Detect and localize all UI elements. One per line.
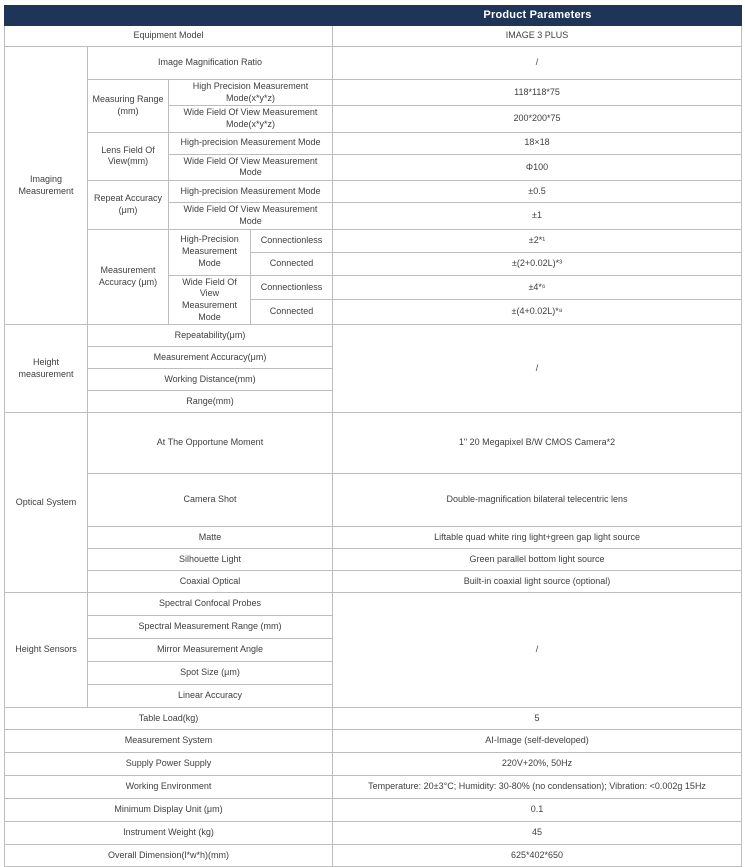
table-row	[5, 822, 742, 845]
lens-fov-label: Lens Field Of View(mm)	[88, 132, 169, 180]
section-cell-height-measurement: Height measurement	[5, 325, 88, 413]
table-row	[5, 325, 742, 347]
height-measurement-label: Range(mm)	[88, 391, 333, 413]
section-cell-height-sensors: Height Sensors	[5, 593, 88, 708]
lens-fov-mode-label: High-precision Measurement Mode	[169, 132, 333, 154]
optical-row-value: Liftable quad white ring light+green gap light source	[333, 527, 742, 549]
accuracy-connection-label: Connectionless	[251, 229, 333, 252]
accuracy-high-precision-label: High-Precision Measurement Mode	[169, 229, 251, 275]
accuracy-connection-label: Connected	[251, 252, 333, 275]
general-row-value: Temperature: 20±3°C; Humidity: 30-80% (no condensation); Vibration: <0.002g 15Hz	[333, 776, 742, 799]
repeat-accuracy-mode-value: ±1	[333, 203, 742, 229]
optical-row-label: Camera Shot	[88, 474, 333, 527]
table-row	[5, 474, 742, 527]
table-row	[5, 593, 742, 616]
measuring-range-mode-value: 118*118*75	[333, 80, 742, 106]
section-cell-optical-system: Optical System	[5, 413, 88, 593]
general-row-label: Measurement System	[5, 730, 333, 753]
table-row	[5, 413, 742, 474]
table-row	[5, 47, 742, 80]
table-row	[5, 26, 742, 47]
optical-row-label: Silhouette Light	[88, 549, 333, 571]
optical-row-label: Matte	[88, 527, 333, 549]
accuracy-connection-value: ±(2+0.02L)*³	[333, 252, 742, 275]
optical-row-value: Green parallel bottom light source	[333, 549, 742, 571]
table-title: Product Parameters	[483, 9, 592, 22]
accuracy-connection-value: ±2*¹	[333, 229, 742, 252]
table-row	[5, 229, 742, 252]
measuring-range-mode-value: 200*200*75	[333, 106, 742, 132]
table-row	[5, 80, 742, 106]
optical-row-value: Double-magnification bilateral telecentric lens	[333, 474, 742, 527]
section-cell-imaging-measurement: Imaging Measurement	[5, 47, 88, 325]
repeat-accuracy-mode-label: Wide Field Of View Measurement Mode	[169, 203, 333, 229]
accuracy-connection-value: ±4*⁶	[333, 275, 742, 300]
measuring-range-label: Measuring Range (mm)	[88, 80, 169, 133]
lens-fov-mode-value: Φ100	[333, 154, 742, 180]
height-measurement-label: Repeatability(μm)	[88, 325, 333, 347]
repeat-accuracy-mode-label: High-precision Measurement Mode	[169, 181, 333, 203]
height-sensors-value: /	[333, 593, 742, 708]
height-sensor-label: Spot Size (μm)	[88, 662, 333, 685]
table-row	[5, 571, 742, 593]
measuring-range-mode-label: High Precision Measurement Mode(x*y*z)	[169, 80, 333, 106]
general-row-label: Overall Dimension(l*w*h)(mm)	[5, 845, 333, 867]
table-row	[5, 527, 742, 549]
equipment-model-label: Equipment Model	[5, 26, 333, 47]
general-row-label: Working Environment	[5, 776, 333, 799]
accuracy-wide-fov-label: Wide Field Of View Measurement Mode	[169, 275, 251, 325]
general-row-label: Supply Power Supply	[5, 753, 333, 776]
image-magnification-value: /	[333, 47, 742, 80]
product-parameters-table	[4, 5, 742, 867]
height-measurement-label: Working Distance(mm)	[88, 369, 333, 391]
repeat-accuracy-label: Repeat Accuracy (μm)	[88, 181, 169, 229]
optical-row-label: Coaxial Optical	[88, 571, 333, 593]
table-row	[5, 730, 742, 753]
optical-row-label: At The Opportune Moment	[88, 413, 333, 474]
lens-fov-mode-label: Wide Field Of View Measurement Mode	[169, 154, 333, 180]
measuring-range-mode-label: Wide Field Of View Measurement Mode(x*y*z)	[169, 106, 333, 132]
image-magnification-label: Image Magnification Ratio	[88, 47, 333, 80]
table-row	[5, 753, 742, 776]
measurement-accuracy-label: Measurement Accuracy (μm)	[88, 229, 169, 325]
table-row	[5, 181, 742, 203]
accuracy-connection-label: Connected	[251, 300, 333, 325]
table-row	[5, 845, 742, 867]
general-row-label: Minimum Display Unit (μm)	[5, 799, 333, 822]
general-row-value: 45	[333, 822, 742, 845]
general-row-label: Table Load(kg)	[5, 708, 333, 730]
general-row-label: Instrument Weight (kg)	[5, 822, 333, 845]
table-row	[5, 708, 742, 730]
accuracy-connection-label: Connectionless	[251, 275, 333, 300]
repeat-accuracy-mode-value: ±0.5	[333, 181, 742, 203]
height-sensor-label: Spectral Measurement Range (mm)	[88, 616, 333, 639]
table-row	[5, 132, 742, 154]
general-row-value: 625*402*650	[333, 845, 742, 867]
accuracy-connection-value: ±(4+0.02L)*⁸	[333, 300, 742, 325]
height-measurement-label: Measurement Accuracy(μm)	[88, 347, 333, 369]
table-row	[5, 776, 742, 799]
height-sensor-label: Mirror Measurement Angle	[88, 639, 333, 662]
table-header-cell	[5, 6, 742, 26]
height-sensor-label: Spectral Confocal Probes	[88, 593, 333, 616]
table-row	[5, 549, 742, 571]
general-row-value: 220V+20%, 50Hz	[333, 753, 742, 776]
height-measurement-value: /	[333, 325, 742, 413]
table-header-row	[5, 6, 742, 26]
equipment-model-value: IMAGE 3 PLUS	[333, 26, 742, 47]
optical-row-value: 1" 20 Megapixel B/W CMOS Camera*2	[333, 413, 742, 474]
general-row-value: 0.1	[333, 799, 742, 822]
general-row-value: AI-Image (self-developed)	[333, 730, 742, 753]
lens-fov-mode-value: 18×18	[333, 132, 742, 154]
height-sensor-label: Linear Accuracy	[88, 685, 333, 708]
general-row-value: 5	[333, 708, 742, 730]
table-row	[5, 799, 742, 822]
optical-row-value: Built-in coaxial light source (optional)	[333, 571, 742, 593]
